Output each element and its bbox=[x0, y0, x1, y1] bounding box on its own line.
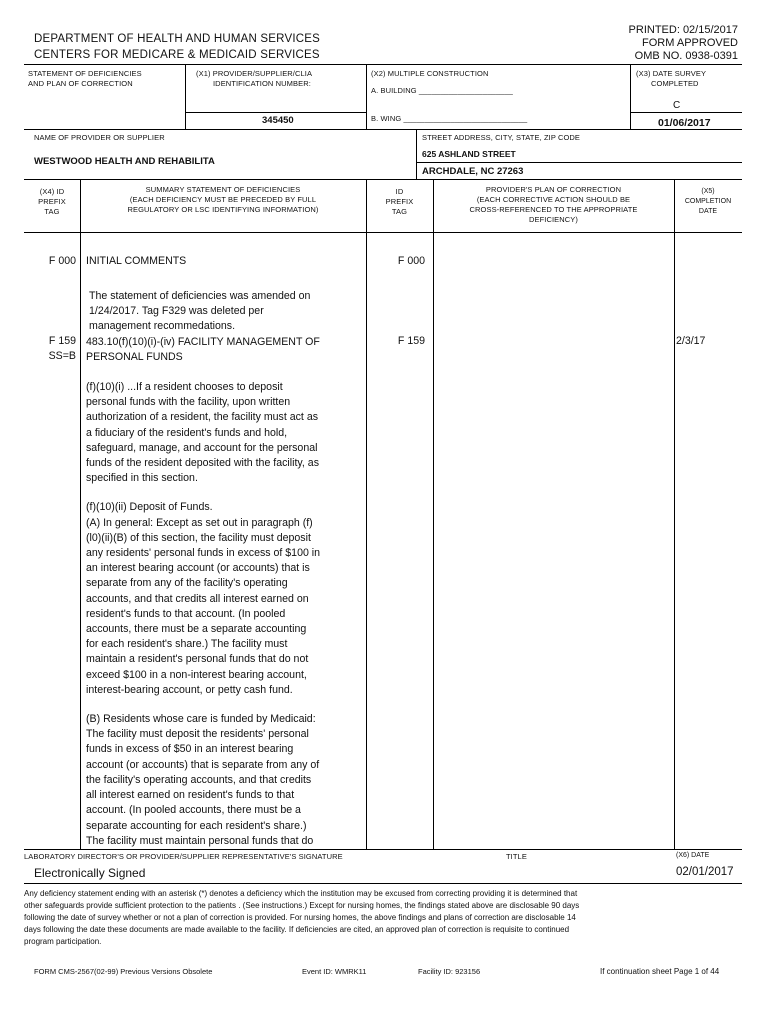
x4-line: (X4) ID bbox=[39, 187, 65, 196]
divider bbox=[24, 129, 742, 130]
divider bbox=[24, 883, 742, 884]
divider bbox=[630, 112, 742, 113]
provider-number: 345450 bbox=[262, 115, 294, 126]
id-line: TAG bbox=[391, 207, 408, 216]
regulation-title: 483.10(f)(10)(i)-(iv) FACILITY MANAGEMENT OF PERSONAL FUNDS bbox=[86, 335, 320, 363]
form-top-border bbox=[24, 64, 742, 65]
divider bbox=[416, 129, 417, 179]
x5-line: COMPLETION bbox=[684, 198, 732, 205]
id-line: PREFIX bbox=[385, 197, 414, 206]
initial-comments-title: INITIAL COMMENTS bbox=[86, 255, 187, 267]
event-id: Event ID: WMRK11 bbox=[302, 967, 367, 976]
x5-line: DATE bbox=[698, 208, 718, 215]
paragraph-medicaid: (B) Residents whose care is funded by Medicaid: The facility must deposit the residents' personal funds in excess of $50 in an interest bearing account (or accounts) that is separate from any of the facility's operating accounts, and that credits all interest earned on resident's funds to that account. (In pooled accounts, there must be a separate accounting for each resident's share.) The facility must maintain personal funds that do bbox=[86, 713, 320, 847]
form-approved: FORM APPROVED bbox=[642, 37, 738, 49]
divider bbox=[185, 112, 366, 113]
x2-label: (X2) MULTIPLE CONSTRUCTION bbox=[371, 69, 489, 78]
survey-date: 01/06/2017 bbox=[658, 117, 711, 129]
department-title: DEPARTMENT OF HEALTH AND HUMAN SERVICES bbox=[34, 33, 320, 45]
x4-header bbox=[24, 187, 80, 217]
completion-date: 2/3/17 bbox=[676, 335, 706, 347]
tag-f000-right: F 000 bbox=[397, 255, 425, 267]
x4-line: PREFIX bbox=[38, 197, 66, 206]
city-state-zip: ARCHDALE, NC 27263 bbox=[422, 166, 524, 177]
centers-title: CENTERS FOR MEDICARE & MEDICAID SERVICES bbox=[34, 49, 320, 61]
scope-severity: SS=B bbox=[48, 350, 76, 362]
x5-line: (X5) bbox=[701, 188, 715, 195]
tag-f159-right: F 159 bbox=[397, 335, 425, 347]
paragraph-fiduciary: (f)(10)(i) ...If a resident chooses to deposit personal funds with the facility, upon written authorization of a resident, the facility must act as a fiduciary of the resident's funds and hold, safeguard, manage, and account for the personal funds of the resident deposited with the facility, as specified in this section. bbox=[86, 381, 319, 485]
x4-line: TAG bbox=[44, 207, 60, 216]
facility-id: Facility ID: 923156 bbox=[418, 967, 481, 976]
tag-f000: F 000 bbox=[48, 255, 76, 267]
column-line bbox=[80, 179, 81, 849]
summary-line: (EACH DEFICIENCY MUST BE PRECEDED BY FULL bbox=[129, 195, 317, 204]
provider-name: WESTWOOD HEALTH AND REHABILITA bbox=[34, 156, 215, 167]
statement-label: STATEMENT OF DEFICIENCIES bbox=[28, 69, 142, 78]
disclaimer-text: Any deficiency statement ending with an asterisk (*) denotes a deficiency which the institution may be excused from correcting providing it is determined that other safeguards provide sufficient protection to the patients . (See instructions.) Except for nursing homes, the findings stated above are disclosable 90 days following the date of survey whether or not a plan of correction is provided. For nursing homes, the above findings and plans of correction are disclosable 14 days following the date these documents are made available to the facility. If deficiencies are cited, an approved plan of correction is requisite to continued program participation. bbox=[24, 889, 580, 946]
divider bbox=[366, 64, 367, 129]
plan-header bbox=[433, 185, 674, 225]
tag-f159: F 159 bbox=[48, 335, 76, 347]
omb-number: OMB NO. 0938-0391 bbox=[634, 50, 738, 62]
date-label: (X6) DATE bbox=[676, 852, 710, 859]
survey-code: C bbox=[673, 100, 681, 111]
paragraph-deposit: (f)(10)(ii) Deposit of Funds. (A) In general: Except as set out in paragraph (f) (l0)(ii)(B) of this section, the facility must deposit any residents' personal funds in excess of $100 in an interest bearing account (or accounts) that is separate from any of the facility's operating accounts, and that credits all interest earned on resident's funds to that account. (In pooled accounts, there must be a separate accounting for each resident's share.) The facility must maintain a resident's personal funds that do not exceed $100 in a non-interest bearing account, interest-bearing account, or petty cash fund. bbox=[86, 501, 321, 696]
summary-line: REGULATORY OR LSC IDENTIFYING INFORMATION) bbox=[127, 205, 319, 214]
plan-line: PROVIDER'S PLAN OF CORRECTION bbox=[485, 185, 622, 194]
divider bbox=[630, 64, 631, 129]
page-indicator: If continuation sheet Page 1 of 44 bbox=[600, 967, 720, 976]
column-line bbox=[674, 179, 675, 849]
provider-name-label: NAME OF PROVIDER OR SUPPLIER bbox=[34, 133, 165, 142]
building-field: A. BUILDING ______________________ bbox=[371, 86, 513, 95]
column-line bbox=[433, 179, 434, 849]
form-number: FORM CMS-2567(02-99) Previous Versions Obsolete bbox=[34, 967, 213, 976]
summary-text bbox=[86, 289, 362, 863]
plan-line: (EACH CORRECTIVE ACTION SHOULD BE bbox=[476, 195, 631, 204]
signature-label: LABORATORY DIRECTOR'S OR PROVIDER/SUPPLIER REPRESENTATIVE'S SIGNATURE bbox=[24, 852, 343, 861]
title-label: TITLE bbox=[506, 852, 527, 861]
x3-label: (X3) DATE SURVEY bbox=[636, 69, 707, 78]
x5-header bbox=[674, 187, 742, 217]
plan-label: AND PLAN OF CORRECTION bbox=[28, 79, 133, 88]
plan-line: DEFICIENCY) bbox=[528, 215, 579, 224]
signature-value: Electronically Signed bbox=[34, 866, 146, 880]
street-address: 625 ASHLAND STREET bbox=[422, 149, 516, 159]
wing-field: B. WING _____________________________ bbox=[371, 114, 528, 123]
x1-label: (X1) PROVIDER/SUPPLIER/CLIA bbox=[196, 69, 313, 78]
address-label: STREET ADDRESS, CITY, STATE, ZIP CODE bbox=[422, 133, 581, 142]
x3-label-2: COMPLETED bbox=[651, 79, 699, 88]
summary-line: SUMMARY STATEMENT OF DEFICIENCIES bbox=[145, 185, 301, 194]
printed-date: PRINTED: 02/15/2017 bbox=[628, 24, 738, 36]
amendment-note: The statement of deficiencies was amended on 1/24/2017. Tag F329 was deleted per management recommedations. bbox=[89, 290, 311, 333]
divider bbox=[24, 179, 742, 180]
id-header bbox=[366, 187, 433, 217]
column-line bbox=[366, 179, 367, 849]
divider bbox=[185, 64, 186, 129]
summary-header bbox=[80, 185, 366, 215]
divider bbox=[24, 232, 742, 233]
signature-date: 02/01/2017 bbox=[676, 866, 734, 878]
plan-line: CROSS-REFERENCED TO THE APPROPRIATE bbox=[469, 205, 638, 214]
divider bbox=[416, 162, 742, 163]
id-line: ID bbox=[395, 187, 404, 196]
x1-label-2: IDENTIFICATION NUMBER: bbox=[213, 79, 311, 88]
